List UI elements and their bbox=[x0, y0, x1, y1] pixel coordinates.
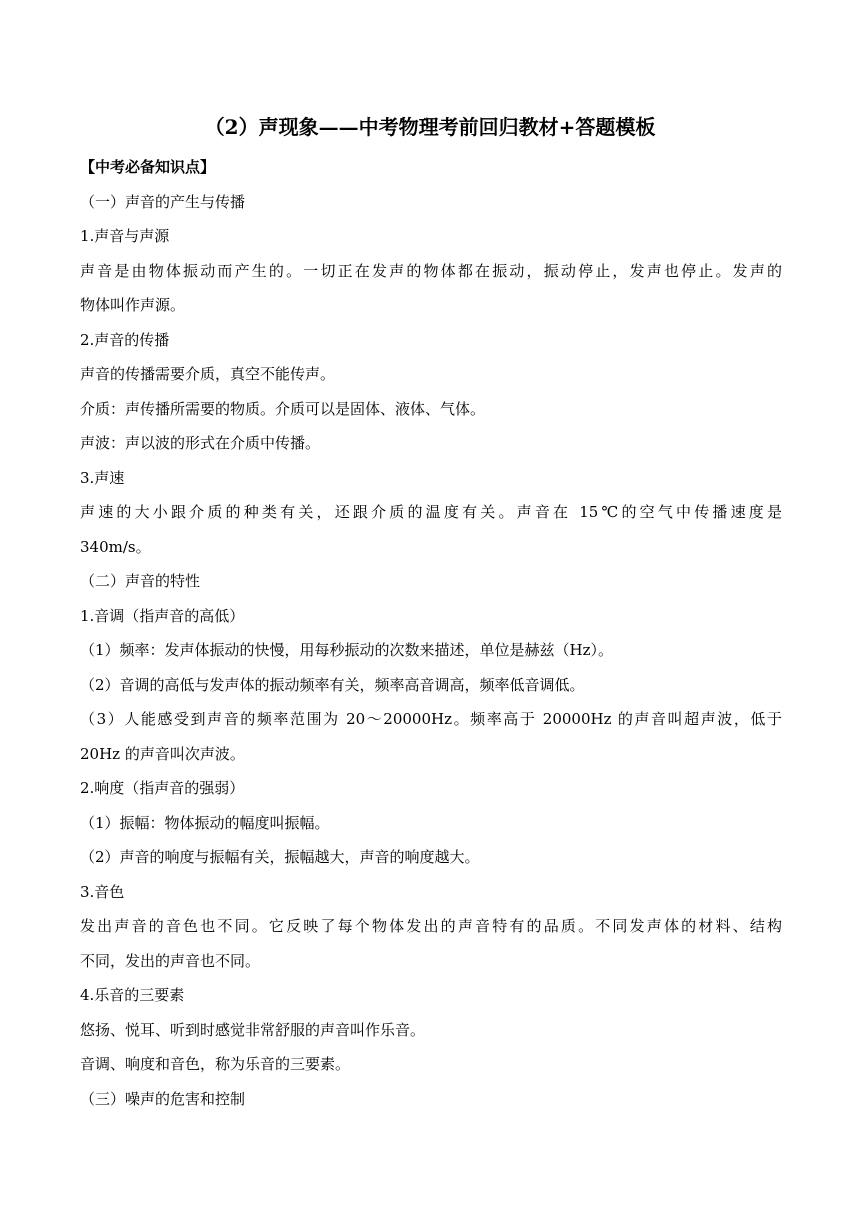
section-heading: 【中考必备知识点】 bbox=[80, 158, 216, 176]
text-line: 2.声音的传播 bbox=[80, 330, 170, 349]
text-line: 1.声音与声源 bbox=[80, 227, 170, 245]
text-line: （2）音调的高低与发声体的振动频率有关，频率高音调高，频率低音调低。 bbox=[80, 675, 585, 694]
text-line: （一）声音的产生与传播 bbox=[80, 192, 246, 211]
text-line: 2.响度（指声音的强弱） bbox=[80, 779, 245, 797]
text-line: 声波：声以波的形式在介质中传播。 bbox=[80, 434, 321, 452]
text-line: 音调、响度和音色，称为乐音的三要素。 bbox=[80, 1055, 351, 1073]
text-line: 3.音色 bbox=[80, 882, 125, 901]
text-line: 不同，发出的声音也不同。 bbox=[80, 951, 261, 970]
text-line: 1.音调（指声音的高低） bbox=[80, 606, 245, 625]
document-body bbox=[80, 150, 782, 1116]
text-line: 340m/s。 bbox=[80, 537, 151, 556]
text-line: 声音是由物体振动而产生的。一切正在发声的物体都在振动，振动停止，发声也停止。发声的 bbox=[80, 261, 782, 280]
text-line: （三）噪声的危害和控制 bbox=[80, 1089, 246, 1108]
text-line: 介质：声传播所需要的物质。介质可以是固体、液体、气体。 bbox=[80, 399, 486, 418]
text-line: 发出声音的音色也不同。它反映了每个物体发出的声音特有的品质。不同发声体的材料、结构 bbox=[80, 917, 782, 935]
document-title: （2）声现象——中考物理考前回归教材+答题模板 bbox=[204, 115, 656, 139]
text-line: （1）频率：发声体振动的快慢，用每秒振动的次数来描述，单位是赫兹（Hz）。 bbox=[80, 641, 614, 659]
text-line: 物体叫作声源。 bbox=[80, 296, 186, 314]
text-line: 悠扬、悦耳、听到时感觉非常舒服的声音叫作乐音。 bbox=[80, 1020, 426, 1039]
text-line: 4.乐音的三要素 bbox=[80, 986, 185, 1004]
text-line: （3）人能感受到声音的频率范围为 20～20000Hz。频率高于 20000Hz 的声音叫超声波，低于 bbox=[80, 710, 782, 728]
text-line: （2）声音的响度与振幅有关，振幅越大，声音的响度越大。 bbox=[80, 848, 480, 866]
text-line: （1）振幅：物体振动的幅度叫振幅。 bbox=[80, 813, 330, 832]
text-line: 20Hz 的声音叫次声波。 bbox=[80, 744, 245, 763]
text-line: （二）声音的特性 bbox=[80, 572, 201, 590]
text-line: 声速的大小跟介质的种类有关，还跟介质的温度有关。声音在 15℃的空气中传播速度是 bbox=[80, 503, 782, 521]
text-line: 声音的传播需要介质，真空不能传声。 bbox=[80, 365, 336, 383]
text-line: 3.声速 bbox=[80, 468, 125, 487]
